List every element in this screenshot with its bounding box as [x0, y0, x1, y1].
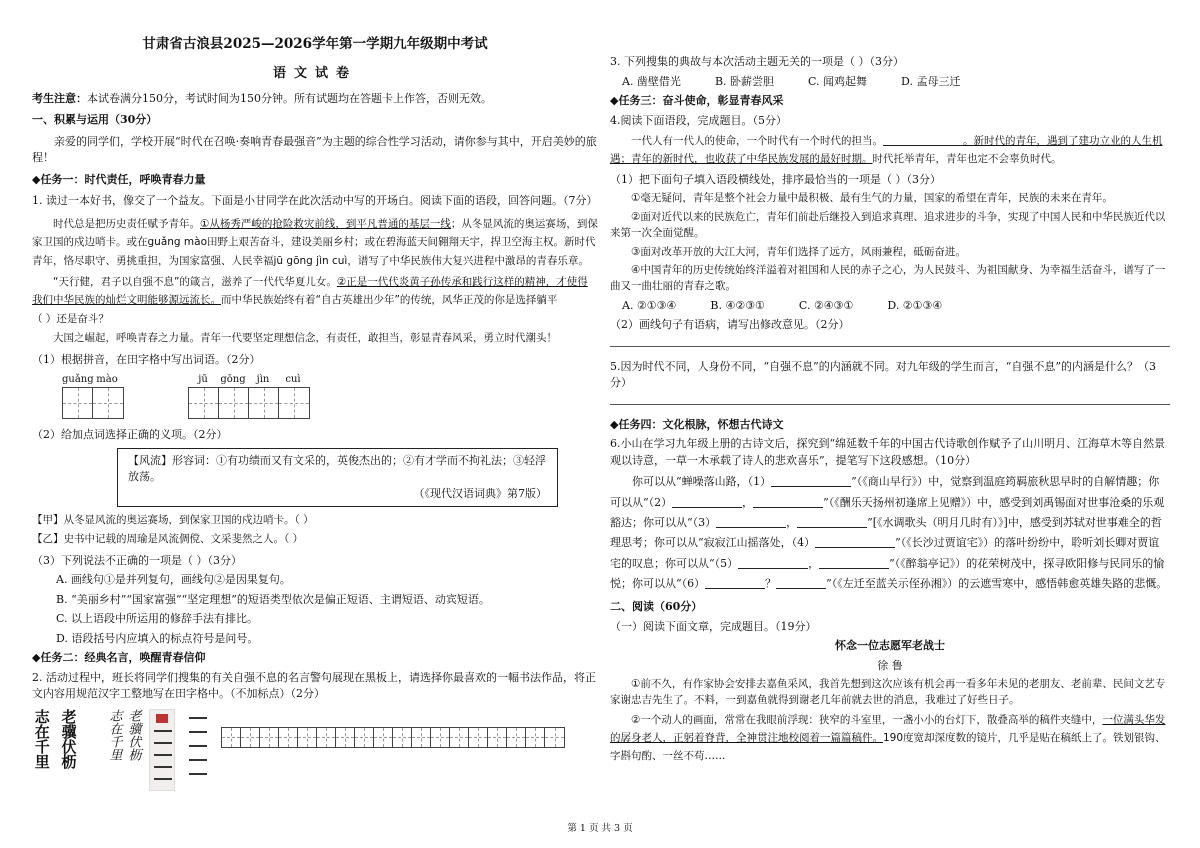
- fill-blank[interactable]: [776, 577, 826, 589]
- p2-a: “天行健，君子以自强不息”的箴言，滋养了一代代华夏儿女。: [53, 275, 337, 288]
- question-1-3: （3）下列说法不正确的一项是（ ）（3分）: [32, 553, 242, 567]
- question-5: 5.因为时代不同，人身份不同，“自强不息”的内涵就不同。对九年级的学生而言，“自强不息”的内涵是什么？（3分）: [610, 359, 1156, 390]
- fill-blank[interactable]: [672, 496, 742, 508]
- question-6: 6.小山在学习九年级上册的古诗文后，探究到“绵延数千年的中国古代诗歌创作赋予了山川明月、江海草木等自然景观以诗意，一草一木承载了诗人的悲欢喜乐”，提笔写下这段感想。（10分）: [610, 437, 1166, 467]
- question-4: 4.阅读下面语段，完成题目。（5分）: [610, 113, 787, 127]
- item-jia: 【甲】从冬显风流的奥运赛场，到保家卫国的戍边哨卡。（ ）: [32, 514, 314, 527]
- option-a: A. 画线句①是并列复句，画线句②是因果复句。: [56, 573, 291, 587]
- a-p2-a: ②一个动人的画面，常常在我眼前浮现：狭窄的斗室里，一盏小小的台灯下，散叠高举的稿件夹缝中，: [631, 713, 1103, 726]
- passage-para-1: [32, 215, 598, 270]
- tianzige-grid-1[interactable]: [62, 387, 124, 419]
- article-para-2: [610, 712, 1170, 766]
- q6-seg: ”（《商山早行》）中，觉察到温庭筠羁旅秋思早时的自解情趣；你可以从“（2）: [610, 475, 1160, 509]
- task4-heading: ◆任务四：文化根脉，怀想古代诗文: [610, 417, 784, 431]
- answer-line-2[interactable]: [610, 404, 1170, 405]
- notice-label: 考生注意：: [32, 91, 87, 105]
- q4-para-c: 时代托举青年，青年也定不会辜负时代。: [872, 153, 1062, 166]
- article-title: 怀念一位志愿军老战士: [835, 639, 945, 653]
- underlined-sentence-2: ②正是一代代炎黄子孙传承和践行这样的精神，才使得我们中华民族的灿烂文明能够源远流长。: [32, 275, 588, 307]
- question-1-1: （1）根据拼音，在田字格中写出词语。（2分）: [32, 352, 261, 366]
- pinyin-group-1: [62, 372, 124, 419]
- fill-blank[interactable]: [753, 496, 823, 508]
- p1-a: 时代总是把历史责任赋予青年。: [53, 217, 200, 230]
- question-2: 2. 活动过程中，班长将同学们搜集的有关自强不息的名言警句展现在黑板上，请选择你最喜欢的一幅书法作品，将正文内容用规范汉字工整地写在田字格中。（不加标点）（2分）: [32, 670, 596, 701]
- task3-heading: ◆任务三：奋斗使命，彰显青春风采: [610, 94, 784, 107]
- q4-passage: [610, 132, 1170, 169]
- q3-option-a: A. 凿壁借光: [622, 74, 681, 88]
- pinyin-grids: [62, 372, 598, 419]
- q6-seg: ”（《长沙过贾谊宅》）的落叶纷纷中，聆听刘长卿对贾谊宅的叹息；你可以从“（5）: [610, 536, 1160, 570]
- q4-option-b: B. ④②③①: [710, 298, 765, 312]
- pinyin-group-2: [188, 372, 310, 419]
- q6-seg: 你可以从“蝉噪落山路，（1）: [632, 475, 772, 489]
- q4-blank[interactable]: [883, 134, 963, 146]
- section1-intro: 亲爱的同学们，学校开展“时代在召唤·奏响青春最强音”为主题的综合性学习活动，请你参与其中，开启美妙的旅程！: [32, 134, 597, 165]
- q4-option-a: A. ②①③④: [622, 298, 677, 312]
- p2-d: （ ）还是奋斗？: [32, 312, 109, 325]
- fill-blank[interactable]: [738, 557, 808, 569]
- q6-seg: ”（《酬乐天扬州初逢席上见赠》）中，感受到刘禹锡面对世事沧桑的乐观豁达；你可以从“（3）: [610, 495, 1165, 529]
- q6-seg: ，: [808, 556, 820, 570]
- pinyin-syllable: mào: [96, 374, 118, 386]
- question-1-2: （2）给加点词选择正确的义项。（2分）: [32, 428, 228, 442]
- seal-stamp: [156, 714, 168, 723]
- calligraphy-row: [32, 709, 598, 791]
- question-4-2: （2）画线句子有语病，请写出修改意见。（2分）: [610, 318, 850, 332]
- section1-heading: 一、积累与运用（30分）: [32, 113, 158, 127]
- calligraphy-col: 志在千里: [32, 708, 51, 769]
- article-author: 徐 鲁: [877, 658, 903, 672]
- pinyin-syllable: jū: [198, 374, 208, 386]
- dictionary-text: 【风流】形容词：①有功绩而又有文采的，英俊杰出的；②有才学而不拘礼法；③轻浮放荡。: [128, 453, 546, 484]
- q3-option-b: B. 卧薪尝胆: [714, 74, 775, 88]
- p2-c: 而中华民族始终有着“自古英雄出少年”的传统，风华正茂的你是选择躺平: [221, 294, 558, 307]
- calligraphy-work-2[interactable]: [106, 709, 140, 761]
- p1-c: ；从冬显风流的奥运赛场，到保家卫国的戍边哨卡。或在guǎng mào田野上艰苦奋斗，建设美丽乡村；或在碧海蓝天间翱翔天宇，捍卫空海主权。新时代青年，恪尽职守、勇挑重担，为国家富强、人民幸福jū gōng jìn cuì，谱写了中华民族伟大复兴进程中激昂的青春乐章。: [32, 217, 598, 267]
- option-d: D. 语段括号内应填入的标点符号是问号。: [56, 631, 259, 645]
- article-underlined: 一位满头华发的孱身老人，正躬着脊背，全神贯注地校阅着一篇篇稿件。: [610, 713, 1166, 744]
- question-3: 3. 下列搜集的典故与本次活动主题无关的一项是（ ）（3分）: [610, 55, 904, 68]
- task2-heading: ◆任务二：经典名言，唤醒青春信仰: [32, 651, 206, 665]
- exam-subtitle: 语文试卷: [272, 66, 357, 82]
- q4-underlined: 。新时代的青年，遇到了建功立业的人生机遇；青年的新时代，也收获了中华民族发展的最好时期。: [610, 135, 1163, 166]
- q4-item-1: ①毫无疑问，青年是整个社会力量中最积极、最有生气的力量，国家的希望在青年，民族的未来在青年。: [631, 192, 1113, 205]
- q6-seg: ？: [765, 576, 777, 590]
- dictionary-source: （《现代汉语词典》第7版）: [413, 486, 547, 500]
- option-b: B. “美丽乡村”“国家富强”“坚定理想”的短语类型依次是偏正短语、主谓短语、动宾短语。: [56, 592, 490, 606]
- right-column: [610, 28, 1170, 765]
- question-1: 1. 读过一本好书，像交了一个益友。下面是小甘同学在此次活动中写的开场白。阅读下面的语段，回答问题。（7分）: [32, 194, 598, 208]
- fill-blank[interactable]: [716, 516, 786, 528]
- article-para-1: ①前不久，有作家协会安排去嘉鱼采风，我首先想到这次应该有机会再一看多年未见的老朋友、老前辈、民间文艺专家谢忠吉先生了。不料，一到嘉鱼就得到谢老几年前就去世的消息，我难过了好些日子。: [610, 678, 1166, 707]
- fill-blank[interactable]: [815, 536, 895, 548]
- pinyin-syllable: gōng: [220, 374, 246, 386]
- fill-blank[interactable]: [819, 557, 889, 569]
- q3-option-c: C. 闻鸡起舞: [808, 74, 868, 88]
- q4-options: [610, 298, 1170, 315]
- passage-para-2: [32, 273, 598, 328]
- reading-part1: （一）阅读下面文章，完成题目。（19分）: [610, 619, 817, 633]
- calligraphy-col: 志在千里: [106, 708, 122, 761]
- q4-option-c: C. ②④③①: [798, 298, 854, 312]
- a-p2-c: 190度宽却深度数的镜片，几乎是贴在稿纸上了。铁划银钩、字斟句酌、一丝不苟……: [610, 731, 1166, 762]
- q4-item-3: ③面对改革开放的大江大河，青年们选择了远方，风雨兼程，砥砺奋进。: [631, 245, 966, 258]
- question-4-1: （1）把下面句子填入语段横线处，排序最恰当的一项是（ ）（3分）: [610, 172, 941, 186]
- answer-line-1[interactable]: [610, 346, 1170, 347]
- section2-heading: 二、阅读（60分）: [610, 600, 703, 614]
- passage-para-3: 大国之崛起，呼唤青春之力量。青年一代要坚定理想信念，有责任，敢担当，彰显青春风采，勇立时代潮头！: [53, 332, 557, 344]
- q4-item-2: ②面对近代以来的民族危亡，青年们前赴后继投入到追求真理、追求进步的斗争，实现了中国人民和中华民族近代以来第一次全面觉醒。: [610, 211, 1166, 239]
- exam-title: 甘肃省古浪县2025—2026学年第一学期九年级期中考试: [142, 36, 488, 52]
- page-footer: 第 1 页 共 3 页: [567, 822, 633, 834]
- calligraphy-col: 老骥伏枥: [125, 708, 141, 761]
- q4-option-d: D. ②①③④: [887, 298, 943, 312]
- q4-para-a: 一代人有一代人的使命，一个时代有一个时代的担当。: [631, 135, 883, 147]
- left-column: [32, 28, 598, 791]
- pinyin-syllable: cuì: [285, 374, 301, 386]
- q6-seg: ”（《醉翁亭记》）的花荣树茂中，探寻欧阳修与民同乐的愉悦；你可以从“（6）: [610, 556, 1165, 590]
- item-yi: 【乙】史书中记载的周瑜是风流倜傥、文采斐然之人。（ ）: [32, 533, 304, 545]
- q6-seg: ，: [786, 515, 798, 529]
- calligraphy-scroll-image-2[interactable]: [185, 709, 211, 791]
- calligraphy-answer-grid[interactable]: [221, 727, 565, 748]
- q6-seg: ，: [742, 495, 754, 509]
- option-c: C. 以上语段中所运用的修辞手法有排比。: [56, 612, 259, 626]
- underlined-sentence-1: ①从杨秀严峻的抢险救灾前线，到平凡普通的基层一线: [200, 217, 451, 230]
- fill-blank[interactable]: [705, 577, 765, 589]
- calligraphy-col: 老骥伏枥: [59, 708, 78, 769]
- q6-fill-text: [610, 472, 1170, 594]
- tianzige-grid-2[interactable]: [188, 387, 310, 419]
- q3-options: [610, 74, 1170, 91]
- pinyin-syllable: guǎng: [62, 374, 94, 386]
- q6-seg: ”（《左迁至蓝关示侄孙湘》）的云遮雪寒中，感悟韩愈英雄失路的悲慨。: [826, 576, 1168, 590]
- dictionary-box: [117, 448, 558, 508]
- pinyin-syllable: jìn: [256, 374, 270, 386]
- q4-item-4: ④中国青年的历史传统始终洋溢着对祖国和人民的赤子之心，为人民鼓斗、为祖国献身、为幸福生活奋斗，谱写了一曲又一曲壮丽的青春之歌。: [610, 264, 1166, 292]
- task1-heading: ◆任务一：时代责任，呼唤青春力量: [32, 172, 206, 186]
- fill-blank[interactable]: [771, 475, 851, 487]
- calligraphy-scroll-image[interactable]: [149, 709, 175, 791]
- fill-blank[interactable]: [797, 516, 867, 528]
- q3-option-d: D. 孟母三迁: [901, 74, 961, 88]
- notice-text: 本试卷满分150分，考试时间为150分钟。所有试题均在答题卡上作答，否则无效。: [87, 91, 492, 105]
- candidate-notice: [32, 91, 598, 108]
- calligraphy-work-1[interactable]: [32, 709, 78, 769]
- q6-seg: ”[《水调歌头（明月几时有）》]中，感受到苏轼对世事难全的哲理思考；你可以从“寂寂江山摇落处，（4）: [610, 515, 1162, 550]
